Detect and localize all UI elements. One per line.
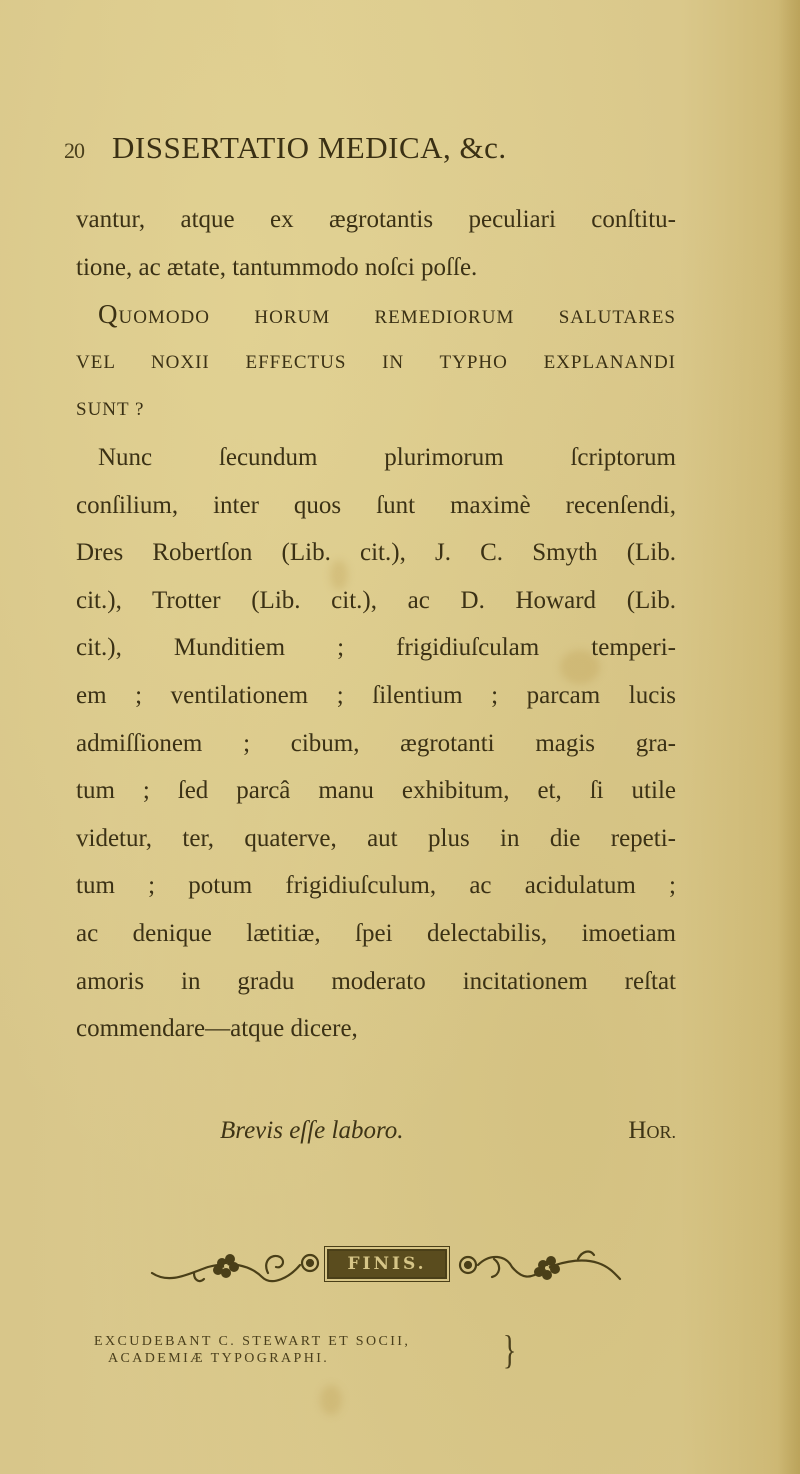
- quotation-source: [628, 1117, 676, 1145]
- body-text: [76, 196, 676, 1053]
- text-line: tione, ac ætate, tantummodo noſci poſſe.: [76, 253, 478, 281]
- text-line: tum ; ſed parcâ manu exhibitum, et, ſi utile: [76, 777, 676, 805]
- text-line: videtur, ter, quaterve, aut plus in die repeti-: [76, 824, 676, 852]
- question-text: UOMODO HORUM REMEDIORUM SALUTARES: [118, 307, 676, 329]
- text-line: ac denique lætitiæ, ſpei delectabilis, imoetiam: [76, 919, 676, 947]
- text-line: conſilium, inter quos ſunt maximè recenſendi,: [76, 491, 676, 519]
- finis-label: FINIS.: [347, 1254, 427, 1274]
- text-line: cit.), Trotter (Lib. cit.), ac D. Howard (Lib.: [76, 586, 676, 614]
- imprint-line: EXCUDEBANT C. STEWART ET SOCII,: [94, 1334, 411, 1349]
- quotation-text: Brevis eſſe laboro.: [220, 1117, 404, 1144]
- quotation-source-rest: OR.: [646, 1122, 676, 1142]
- quotation-source-initial: H: [628, 1117, 647, 1144]
- text-line: Dres Robertſon (Lib. cit.), J. C. Smyth (Lib.: [76, 539, 676, 567]
- running-header: [64, 130, 724, 174]
- text-line: commendare—atque dicere,: [76, 1015, 358, 1043]
- quotation: [76, 1117, 676, 1165]
- text-line: Nunc ſecundum plurimorum ſcriptorum: [98, 443, 676, 471]
- paper-stain: [320, 1385, 342, 1415]
- page-number: 20: [64, 138, 84, 163]
- section-question-line: VEL NOXII EFFECTUS IN TYPHO EXPLANANDI: [76, 351, 676, 373]
- finis-label-box: [327, 1249, 447, 1279]
- page-edge-shadow: [778, 0, 800, 1474]
- section-question-line: SUNT ?: [76, 399, 145, 421]
- running-title: DISSERTATIO MEDICA, &c.: [112, 130, 507, 165]
- text-line: vantur, atque ex ægrotantis peculiari conſtitu-: [76, 206, 676, 233]
- section-question-line: [76, 291, 676, 339]
- text-line: admiſſionem ; cibum, ægrotanti magis gra-: [76, 729, 676, 757]
- printer-imprint: [94, 1333, 514, 1367]
- text-line: amoris in gradu moderato incitationem reſtat: [76, 967, 676, 995]
- drop-initial: Q: [98, 299, 119, 330]
- text-line: cit.), Munditiem ; frigidiuſculam temperi-: [76, 634, 676, 662]
- imprint-brace: }: [502, 1327, 517, 1372]
- text-line: em ; ventilationem ; ſilentium ; parcam lucis: [76, 681, 676, 709]
- imprint-line: ACADEMIÆ TYPOGRAPHI.: [108, 1351, 330, 1366]
- text-line: tum ; potum frigidiuſculum, ac acidulatum ;: [76, 872, 676, 900]
- finis-ornament: [150, 1243, 630, 1287]
